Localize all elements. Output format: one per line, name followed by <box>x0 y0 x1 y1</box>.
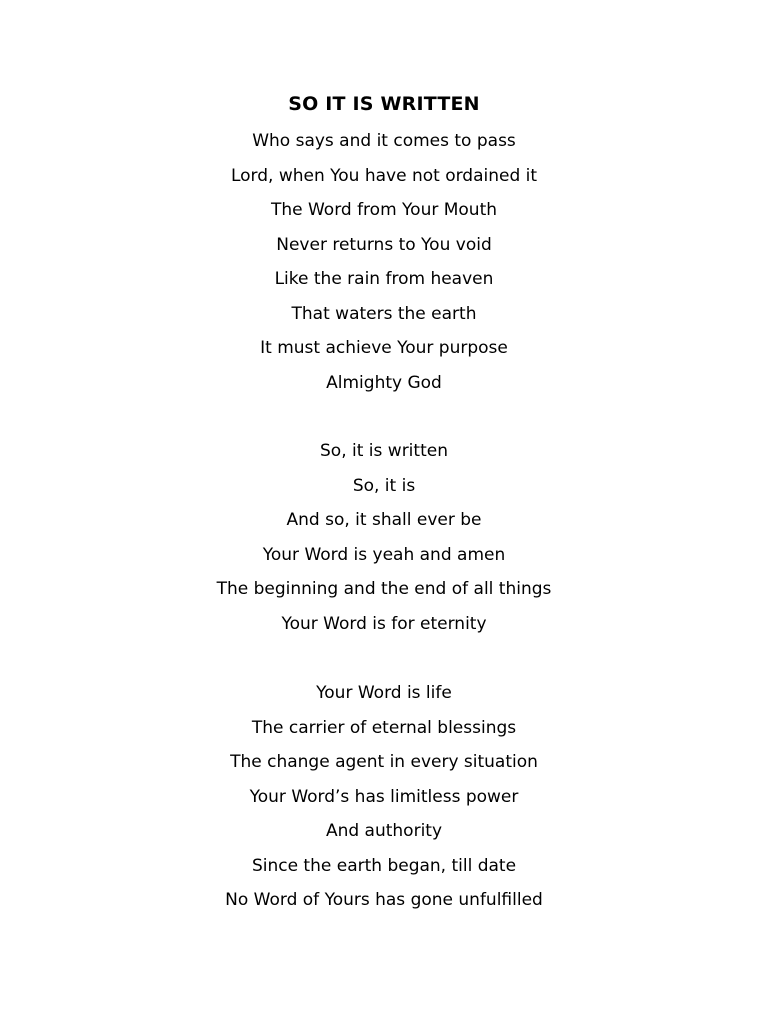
poem-line: The beginning and the end of all things <box>216 579 552 599</box>
poem-line: Never returns to You void <box>276 234 492 255</box>
poem-line: The Word from Your Mouth <box>270 200 498 220</box>
poem-line: No Word of Yours has gone unfulfilled <box>225 890 543 910</box>
stanza-1 <box>0 124 768 400</box>
poem-line: And so, it shall ever be <box>286 510 482 530</box>
poem-line: And authority <box>325 821 443 841</box>
stanza-3 <box>0 676 768 918</box>
poem-line: Your Word is life <box>316 683 452 703</box>
poem-line: The carrier of eternal blessings <box>251 717 517 738</box>
poem-line: Lord, when You have not ordained it <box>230 165 538 186</box>
poem-line: So, it is <box>352 475 416 496</box>
poem-line: Like the rain from heaven <box>274 269 494 289</box>
poem-line: That waters the earth <box>291 303 477 324</box>
poem-line: Your Word’s has limitless power <box>249 786 519 807</box>
poem-line: So, it is written <box>320 441 448 461</box>
poem-line: Since the earth began, till date <box>251 855 517 876</box>
poem-line: Your Word is yeah and amen <box>262 544 506 565</box>
poem-line: It must achieve Your purpose <box>260 338 508 358</box>
poem-line: The change agent in every situation <box>230 752 538 772</box>
poem-title: SO IT IS WRITTEN <box>288 93 480 115</box>
poem-line: Your Word is for eternity <box>281 613 487 634</box>
poem-line: Who says and it comes to pass <box>252 131 516 151</box>
stanza-2 <box>0 434 768 641</box>
poem-line: Almighty God <box>326 372 442 393</box>
